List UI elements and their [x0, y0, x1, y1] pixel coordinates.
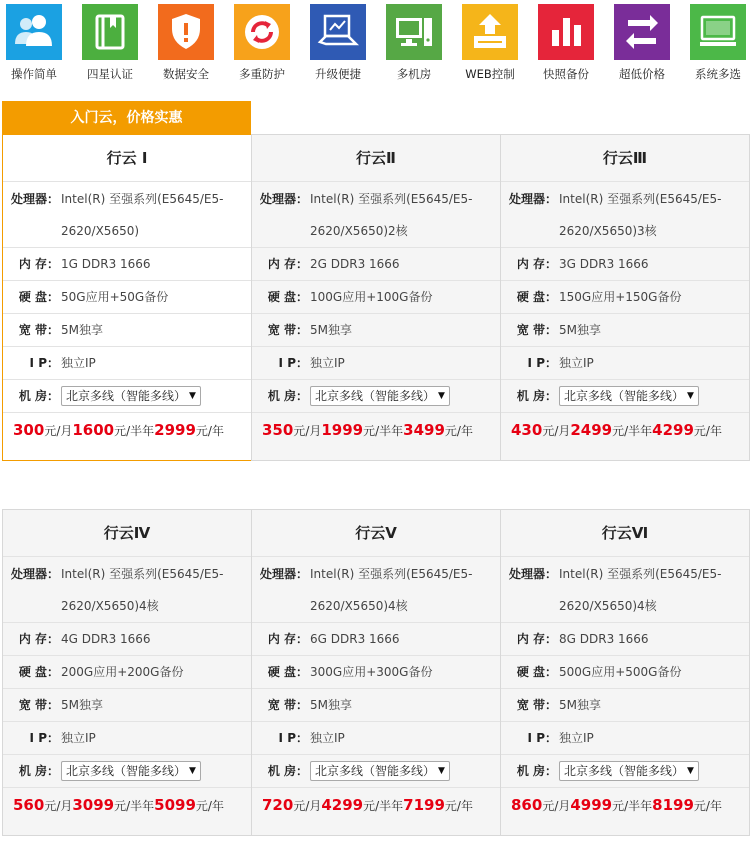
laptop-upgrade-icon	[310, 4, 366, 60]
feature-snapshot-backup[interactable]	[528, 4, 604, 88]
spec-datacenter: 机 房： 北京多线（智能多线） ▼	[501, 379, 749, 412]
plan-card	[2, 134, 252, 461]
monitor-icon	[690, 4, 746, 60]
feature-four-star[interactable]	[72, 4, 148, 88]
plan-card	[500, 134, 750, 461]
feature-multi-datacenter[interactable]	[376, 4, 452, 88]
plan-card	[2, 509, 252, 836]
feature-row	[0, 0, 756, 92]
datacenter-select[interactable]: 北京多线（智能多线） ▼	[61, 386, 201, 406]
spec-ram: 内 存： 3G DDR3 1666	[501, 247, 749, 280]
feature-label: 四星认证	[87, 67, 133, 81]
plan-card	[251, 134, 501, 461]
spec-ram: 内 存： 4G DDR3 1666	[3, 622, 251, 655]
datacenter-select[interactable]: 北京多线（智能多线） ▼	[559, 386, 699, 406]
spec-disk: 硬 盘： 50G应用+50G备份	[3, 280, 251, 313]
chevron-down-icon: ▼	[189, 391, 196, 401]
plan-price: 300元/月1600元/半年2999元/年	[3, 412, 251, 452]
feature-label: 多机房	[396, 67, 432, 81]
spec-cpu: 处理器： Intel(R) 至强系列(E5645/E5-2620/X5650)4核	[252, 556, 500, 622]
section-banner: 入门云，价格实惠	[2, 101, 251, 135]
feature-multi-os[interactable]	[680, 4, 756, 88]
spec-disk: 硬 盘： 100G应用+100G备份	[252, 280, 500, 313]
users-icon	[6, 4, 62, 60]
feature-label: 超低价格	[619, 67, 665, 81]
spec-datacenter: 机 房： 北京多线（智能多线） ▼	[3, 754, 251, 787]
feature-label: WEB控制	[465, 67, 515, 81]
spec-ram: 内 存： 1G DDR3 1666	[3, 247, 251, 280]
chevron-down-icon: ▼	[687, 391, 694, 401]
plan-card	[251, 509, 501, 836]
feature-label: 快照备份	[543, 67, 589, 81]
refresh-icon	[234, 4, 290, 60]
spec-bandwidth: 宽 带： 5M独享	[501, 688, 749, 721]
feature-multi-protection[interactable]	[224, 4, 300, 88]
spec-ip: I P： 独立IP	[501, 346, 749, 379]
spec-ip: I P： 独立IP	[252, 721, 500, 754]
feature-label: 数据安全	[163, 67, 209, 81]
spec-datacenter: 机 房： 北京多线（智能多线） ▼	[501, 754, 749, 787]
spec-disk: 硬 盘： 200G应用+200G备份	[3, 655, 251, 688]
datacenter-select[interactable]: 北京多线（智能多线） ▼	[310, 761, 450, 781]
plan-title: 行云Ⅳ	[103, 524, 151, 542]
plan-title: 行云Ⅴ	[355, 524, 397, 542]
feature-data-security[interactable]	[148, 4, 224, 88]
plan-title: 行云Ⅵ	[601, 524, 649, 542]
spec-disk: 硬 盘： 300G应用+300G备份	[252, 655, 500, 688]
feature-web-control[interactable]	[452, 4, 528, 88]
plan-title: 行云Ⅱ	[356, 149, 396, 167]
feature-label: 操作简单	[11, 67, 57, 81]
datacenter-select[interactable]: 北京多线（智能多线） ▼	[559, 761, 699, 781]
chevron-down-icon: ▼	[189, 766, 196, 776]
plan-price: 560元/月3099元/半年5099元/年	[3, 787, 251, 827]
spec-cpu: 处理器： Intel(R) 至强系列(E5645/E5-2620/X5650)4核	[501, 556, 749, 622]
spec-datacenter: 机 房： 北京多线（智能多线） ▼	[3, 379, 251, 412]
spec-ram: 内 存： 2G DDR3 1666	[252, 247, 500, 280]
bar-chart-icon	[538, 4, 594, 60]
plan-price: 430元/月2499元/半年4299元/年	[501, 412, 749, 452]
swap-arrows-icon	[614, 4, 670, 60]
plan-title: 行云Ⅲ	[602, 149, 648, 167]
feature-low-price[interactable]	[604, 4, 680, 88]
feature-easy-upgrade[interactable]	[300, 4, 376, 88]
spec-ip: I P： 独立IP	[3, 346, 251, 379]
datacenter-select[interactable]: 北京多线（智能多线） ▼	[310, 386, 450, 406]
plan-price: 720元/月4299元/半年7199元/年	[252, 787, 500, 827]
chevron-down-icon: ▼	[438, 766, 445, 776]
spec-bandwidth: 宽 带： 5M独享	[3, 313, 251, 346]
spec-ip: I P： 独立IP	[501, 721, 749, 754]
plan-price: 860元/月4999元/半年8199元/年	[501, 787, 749, 827]
spec-cpu: 处理器： Intel(R) 至强系列(E5645/E5-2620/X5650)	[3, 181, 251, 247]
spec-datacenter: 机 房： 北京多线（智能多线） ▼	[252, 379, 500, 412]
plan-title: 行云 I	[106, 149, 148, 167]
spec-bandwidth: 宽 带： 5M独享	[252, 688, 500, 721]
spec-ram: 内 存： 6G DDR3 1666	[252, 622, 500, 655]
spec-cpu: 处理器： Intel(R) 至强系列(E5645/E5-2620/X5650)3核	[501, 181, 749, 247]
spec-disk: 硬 盘： 500G应用+500G备份	[501, 655, 749, 688]
feature-label: 系统多选	[695, 67, 741, 81]
shield-icon	[158, 4, 214, 60]
spec-bandwidth: 宽 带： 5M独享	[3, 688, 251, 721]
chevron-down-icon: ▼	[687, 766, 694, 776]
spec-disk: 硬 盘： 150G应用+150G备份	[501, 280, 749, 313]
feature-label: 升级便捷	[315, 67, 361, 81]
feature-easy-operation[interactable]	[0, 4, 72, 88]
spec-cpu: 处理器： Intel(R) 至强系列(E5645/E5-2620/X5650)4核	[3, 556, 251, 622]
spec-datacenter: 机 房： 北京多线（智能多线） ▼	[252, 754, 500, 787]
datacenter-select[interactable]: 北京多线（智能多线） ▼	[61, 761, 201, 781]
plan-card	[500, 509, 750, 836]
upload-icon	[462, 4, 518, 60]
spec-ip: I P： 独立IP	[3, 721, 251, 754]
feature-label: 多重防护	[239, 67, 285, 81]
spec-bandwidth: 宽 带： 5M独享	[501, 313, 749, 346]
book-icon	[82, 4, 138, 60]
spec-cpu: 处理器： Intel(R) 至强系列(E5645/E5-2620/X5650)2核	[252, 181, 500, 247]
plan-price: 350元/月1999元/半年3499元/年	[252, 412, 500, 452]
spec-bandwidth: 宽 带： 5M独享	[252, 313, 500, 346]
spec-ram: 内 存： 8G DDR3 1666	[501, 622, 749, 655]
desktop-icon	[386, 4, 442, 60]
spec-ip: I P： 独立IP	[252, 346, 500, 379]
chevron-down-icon: ▼	[438, 391, 445, 401]
